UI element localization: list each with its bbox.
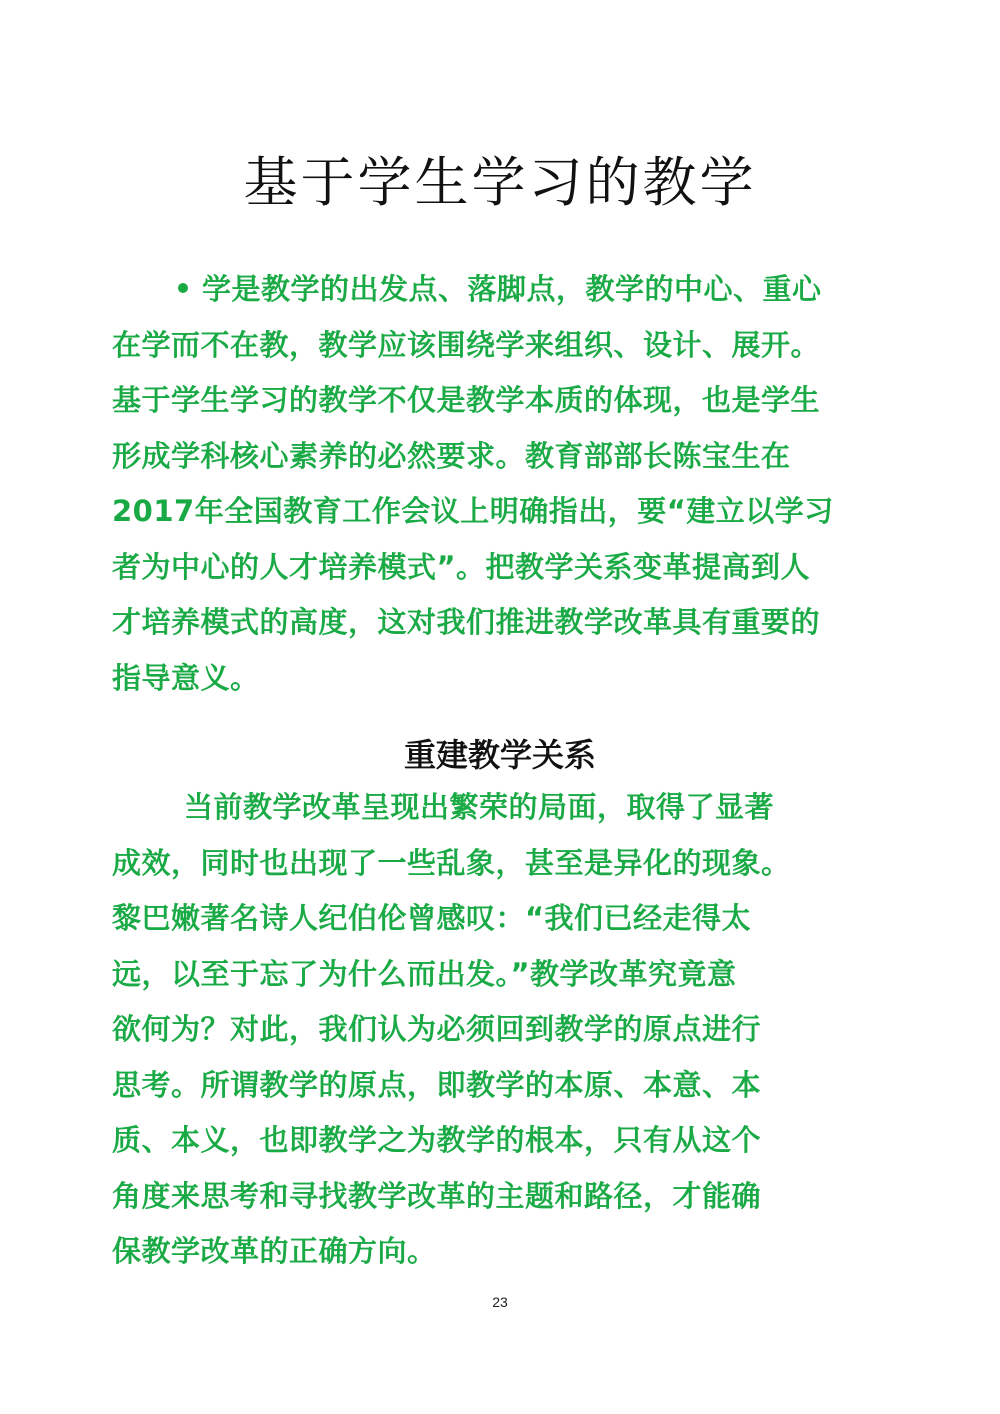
paragraph-line: 才培养模式的高度，这对我们推进教学改革具有重要的 xyxy=(112,605,821,639)
paragraph-line: 者为中心的人才培养模式”。把教学关系变革提高到人 xyxy=(112,549,811,584)
paragraph-rebuild xyxy=(112,780,892,1280)
document-title: 基于学生学习的教学 xyxy=(243,151,757,214)
section-heading: 重建教学关系 xyxy=(403,736,596,774)
bullet-icon xyxy=(178,283,188,293)
paragraph-line: 在学而不在教，教学应该围绕学来组织、设计、展开。 xyxy=(112,327,821,362)
paragraph-line: 基于学生学习的教学不仅是教学本质的体现，也是学生 xyxy=(112,383,821,417)
paragraph-line: 学是教学的出发点、落脚点，教学的中心、重心 xyxy=(112,262,892,318)
paragraph-line: 黎巴嫩著名诗人纪伯伦曾感叹：“我们已经走得太 xyxy=(112,901,752,935)
paragraph-line: 指导意义。 xyxy=(112,660,260,695)
paragraph-line: 角度来思考和寻找教学改革的主题和路径，才能确 xyxy=(112,1178,762,1213)
paragraph-line: 思考。所谓教学的原点，即教学的本原、本意、本 xyxy=(112,1067,762,1102)
paragraph-line: 质、本义，也即教学之为教学的根本，只有从这个 xyxy=(112,1123,762,1157)
paragraph-line: 远，以至于忘了为什么而出发。”教学改革究竟意 xyxy=(112,956,737,991)
paragraph-line: 当前教学改革呈现出繁荣的局面，取得了显著 xyxy=(184,790,775,824)
page-number: 23 xyxy=(492,1294,508,1310)
paragraph-line: 形成学科核心素养的必然要求。教育部部长陈宝生在 xyxy=(112,438,791,473)
paragraph-line: 成效，同时也出现了一些乱象，甚至是异化的现象。 xyxy=(112,845,791,880)
paragraph-intro xyxy=(112,262,892,706)
paragraph-line: 欲何为？对此，我们认为必须回到教学的原点进行 xyxy=(112,1012,762,1046)
paragraph-line: 2017年全国教育工作会议上明确指出，要“建立以学习 xyxy=(112,494,834,528)
paragraph-line: 保教学改革的正确方向。 xyxy=(112,1234,437,1268)
